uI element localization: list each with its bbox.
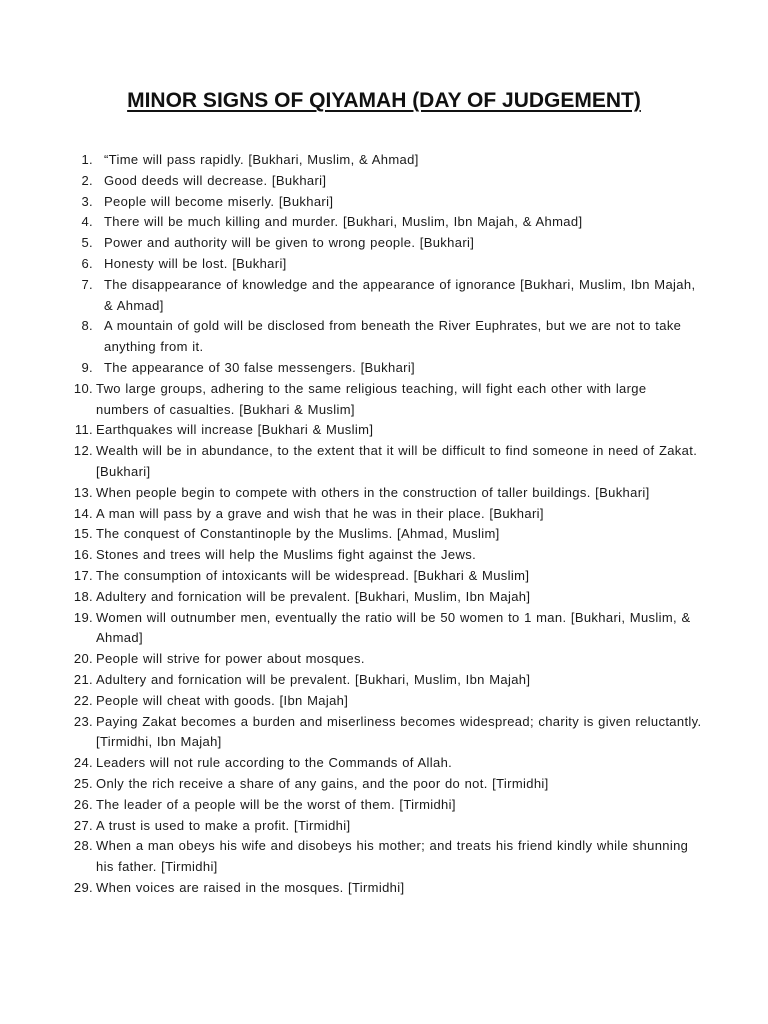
item-number: 19. bbox=[73, 609, 93, 625]
item-text: When voices are raised in the mosques. [Tirmidhi] bbox=[96, 879, 405, 895]
item-text: Stones and trees will help the Muslims fight against the Jews. bbox=[96, 547, 477, 563]
list-item bbox=[62, 171, 702, 192]
item-text: A trust is used to make a profit. [Tirmidhi] bbox=[96, 817, 351, 833]
list-item bbox=[62, 441, 702, 483]
list-item bbox=[62, 670, 702, 691]
list-item bbox=[62, 795, 702, 816]
item-text: People will become miserly. [Bukhari] bbox=[104, 193, 334, 209]
item-text: A man will pass by a grave and wish that he was in their place. [Bukhari] bbox=[96, 505, 544, 521]
item-number: 26. bbox=[73, 796, 93, 812]
list-item bbox=[62, 566, 702, 587]
signs-list bbox=[62, 150, 702, 899]
item-text: Wealth will be in abundance, to the extent that it will be difficult to find someone in need of Zakat. [Bukhari] bbox=[96, 443, 698, 479]
item-text: Power and authority will be given to wrong people. [Bukhari] bbox=[104, 235, 475, 251]
item-text: Good deeds will decrease. [Bukhari] bbox=[104, 172, 327, 188]
item-number: 13. bbox=[73, 484, 93, 500]
item-text: When people begin to compete with others in the construction of taller buildings. [Bukhari] bbox=[96, 484, 650, 500]
item-number: 22. bbox=[73, 692, 93, 708]
list-item bbox=[62, 712, 702, 754]
item-number: 3. bbox=[81, 193, 93, 209]
item-number: 8. bbox=[81, 318, 93, 334]
item-number: 5. bbox=[81, 235, 93, 251]
item-text: Women will outnumber men, eventually the ratio will be 50 women to 1 man. [Bukhari, Muslim, & Ahmad] bbox=[96, 609, 691, 646]
list-item bbox=[62, 233, 702, 254]
list-item bbox=[62, 275, 702, 317]
item-number: 29. bbox=[73, 879, 93, 895]
item-number: 2. bbox=[81, 172, 93, 188]
list-item bbox=[62, 816, 702, 837]
item-text: The appearance of 30 false messengers. [Bukhari] bbox=[104, 359, 416, 375]
item-number: 14. bbox=[73, 505, 93, 521]
item-number: 28. bbox=[73, 838, 93, 854]
item-number: 11. bbox=[74, 422, 93, 438]
item-number: 27. bbox=[73, 817, 93, 833]
item-text: The conquest of Constantinople by the Muslims. [Ahmad, Muslim] bbox=[96, 526, 500, 542]
item-number: 23. bbox=[73, 713, 93, 729]
item-text: People will cheat with goods. [Ibn Majah] bbox=[96, 692, 349, 708]
item-text: The consumption of intoxicants will be widespread. [Bukhari & Muslim] bbox=[96, 567, 530, 583]
page-title: MINOR SIGNS OF QIYAMAH (DAY OF JUDGEMENT) bbox=[127, 89, 641, 112]
list-item bbox=[62, 420, 702, 441]
list-item bbox=[62, 753, 702, 774]
item-text: The leader of a people will be the worst of them. [Tirmidhi] bbox=[96, 796, 456, 812]
item-number: 4. bbox=[81, 214, 93, 230]
item-text: Honesty will be lost. [Bukhari] bbox=[104, 255, 287, 271]
item-number: 1. bbox=[81, 152, 93, 167]
list-item bbox=[62, 878, 702, 899]
item-text: Adultery and fornication will be prevalent. [Bukhari, Muslim, Ibn Majah] bbox=[96, 588, 531, 604]
item-number: 21. bbox=[73, 671, 93, 687]
item-text: People will strive for power about mosques. bbox=[96, 651, 365, 667]
list-item bbox=[62, 504, 702, 525]
list-item bbox=[62, 316, 702, 358]
item-text: Leaders will not rule according to the Commands of Allah. bbox=[96, 755, 453, 771]
item-text: There will be much killing and murder. [Bukhari, Muslim, Ibn Majah, & Ahmad] bbox=[104, 214, 583, 230]
list-item bbox=[62, 483, 702, 504]
list-item bbox=[62, 774, 702, 795]
item-text: Adultery and fornication will be prevalent. [Bukhari, Muslim, Ibn Majah] bbox=[96, 671, 531, 687]
item-text: Earthquakes will increase [Bukhari & Muslim] bbox=[96, 422, 374, 438]
item-number: 18. bbox=[73, 588, 93, 604]
item-text: When a man obeys his wife and disobeys his mother; and treats his friend kindly while shunning his father. [Tirmidhi] bbox=[96, 838, 689, 875]
item-text: Two large groups, adhering to the same religious teaching, will fight each other with large numbers of casualties. [Bukhari & Muslim] bbox=[96, 380, 647, 417]
item-text: A mountain of gold will be disclosed from beneath the River Euphrates, but we are not to take anything from it. bbox=[104, 318, 682, 355]
item-text: The disappearance of knowledge and the appearance of ignorance [Bukhari, Muslim, Ibn Majah, & Ahmad] bbox=[104, 276, 696, 313]
list-item bbox=[62, 608, 702, 650]
item-number: 15. bbox=[73, 526, 93, 542]
list-item bbox=[62, 358, 702, 379]
item-text: Only the rich receive a share of any gains, and the poor do not. [Tirmidhi] bbox=[96, 775, 549, 791]
item-text: Paying Zakat becomes a burden and miserliness becomes widespread; charity is given reluctantly. [Tirmidhi, Ibn Majah] bbox=[96, 713, 702, 750]
list-item bbox=[62, 254, 702, 275]
item-number: 9. bbox=[81, 359, 93, 375]
item-number: 25. bbox=[73, 775, 93, 791]
list-item bbox=[62, 212, 702, 233]
item-number: 20. bbox=[73, 651, 93, 667]
list-item bbox=[62, 150, 702, 171]
list-item bbox=[62, 649, 702, 670]
item-number: 7. bbox=[81, 276, 93, 292]
list-item bbox=[62, 379, 702, 421]
list-item bbox=[62, 524, 702, 545]
list-item bbox=[62, 192, 702, 213]
item-number: 17. bbox=[73, 567, 93, 583]
list-item bbox=[62, 545, 702, 566]
item-number: 24. bbox=[73, 755, 93, 771]
item-number: 6. bbox=[81, 255, 93, 271]
item-text: “Time will pass rapidly. [Bukhari, Muslim, & Ahmad] bbox=[104, 152, 419, 167]
item-number: 16. bbox=[73, 547, 93, 563]
item-number: 10. bbox=[73, 380, 93, 396]
list-item bbox=[62, 836, 702, 878]
list-item bbox=[62, 587, 702, 608]
list-item bbox=[62, 691, 702, 712]
item-number: 12. bbox=[73, 443, 93, 459]
